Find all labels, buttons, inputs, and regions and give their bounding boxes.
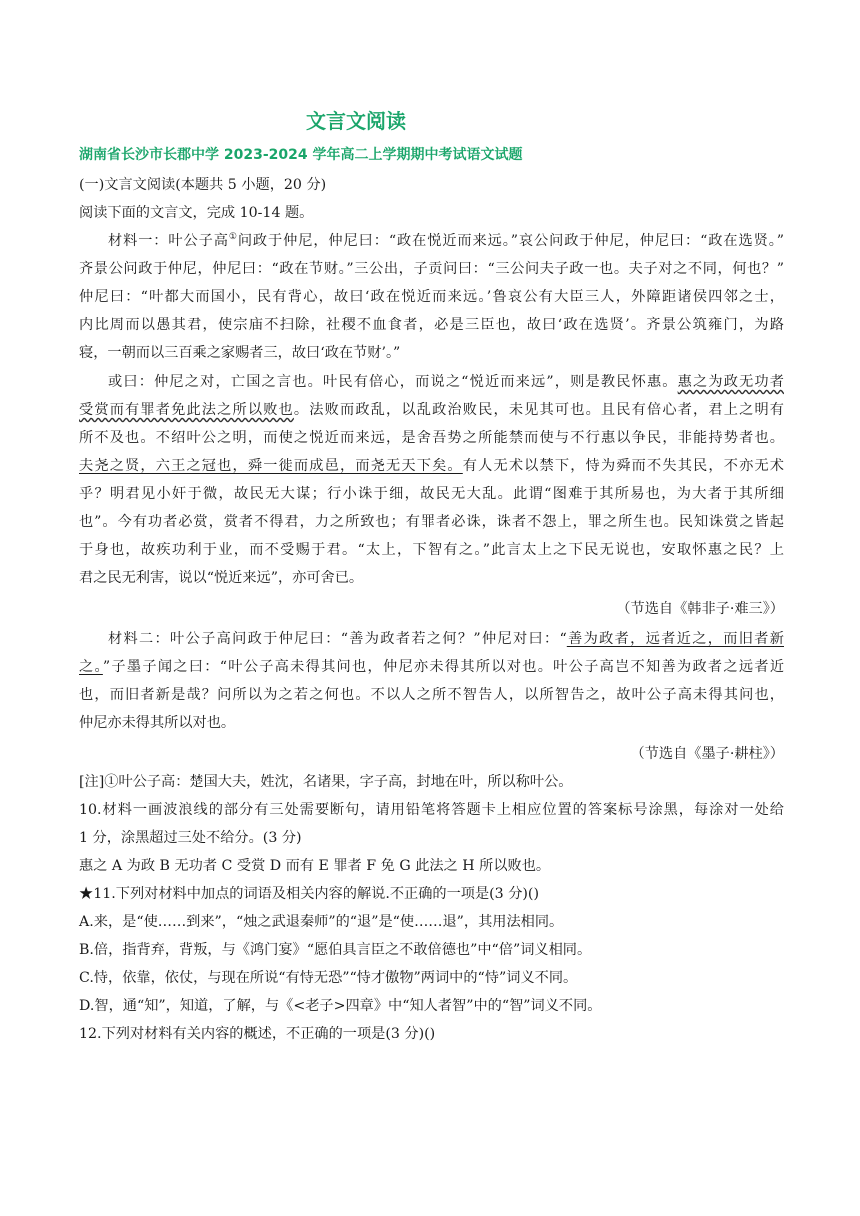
question-12-stem: 12.下列对材料有关内容的概述，不正确的一项是(3 分)(): [79, 1026, 436, 1042]
instruction-text: 阅读下面的文言文，完成 10-14 题。: [79, 205, 314, 221]
page-title: 文言文阅读: [306, 109, 406, 133]
material1-line: 内比周而以愚其君，使宗庙不扫除，社稷不血食者，必是三臣也，故曰‘政在选贤’。齐景公筑雍门，为路: [79, 317, 784, 333]
material1-line: 或曰：仲尼之对，亡国之言也。叶民有倍心，而说之“悦近而来远”，则是教民怀惠。惠之为政无功者: [108, 374, 784, 390]
material2-line: 之。”子墨子闻之曰：“叶公子高未得其问也，仲尼亦未得其所以对也。叶公子高岂不知善为政者之远者近: [79, 659, 785, 675]
question-11-option-d: D.智，通“知”，知道，了解，与《<老子>四章》中“知人者智”中的“智”词义不同。: [79, 998, 602, 1014]
question-11-option-b: B.倍，指背弃，背叛，与《鸿门宴》“愿伯具言臣之不敢倍德也”中“倍”词义相同。: [79, 942, 592, 958]
underlined-sentence: 之。: [79, 659, 103, 675]
material1-line: 所不及也。不绍叶公之明，而使之悦近而来远，是舍吾势之所能禁而使与不行惠以争民，非能持势者也。: [79, 430, 784, 446]
question-11-option-a: A.来，是“使……到来”，“烛之武退秦师”的“退”是“使……退”，其用法相同。: [79, 914, 564, 930]
underlined-sentence: 夫尧之贤，六王之冠也，舜一徙而成邑，而尧无天下矣。: [79, 458, 463, 474]
wavy-underlined-text: 惠之为政无功者: [677, 374, 784, 390]
section-heading: (一)文言文阅读(本题共 5 小题，20 分): [79, 177, 327, 193]
footnote: [注]①叶公子高：楚国大夫，姓沈，名诸果，字子高，封地在叶，所以称叶公。: [79, 774, 573, 790]
material1-line: 于身也，故疾功利于业，而不受赐于君。“太上，下智有之。”此言太上之下民无说也，安取怀惠之民？上: [79, 542, 784, 558]
exam-source-subtitle: 湖南省长沙市长郡中学 2023-2024 学年高二上学期期中考试语文试题: [79, 147, 523, 163]
material1-line: 受赏而有罪者免此法之所以败也。法败而政乱，以乱政治败民，未见其可也。且民有倍心者，君上之明有: [79, 402, 784, 418]
footnote-marker: ①: [228, 232, 238, 242]
question-10-stem: 1 分，涂黑超过三处不给分。(3 分): [79, 830, 302, 846]
underlined-sentence: 善为政者，远者近之，而旧者新: [566, 631, 784, 647]
material2-line: 也，而旧者新是哉？问所以为之若之何也。不以人之所不智告人，以所智告之，故叶公子高未得其问也，: [79, 687, 784, 703]
material1-line: 君之民无利害，说以“悦近来远”，亦可舍已。: [79, 570, 364, 586]
material1-source: （节选自《韩非子·难三》）: [616, 601, 784, 617]
material2-source: （节选自《墨子·耕柱》）: [630, 746, 784, 762]
material1-line: 也”。今有功者必赏，赏者不得君，力之所致也；有罪者必诛，诛者不怨上，罪之所生也。民知诛赏之皆起: [79, 514, 784, 530]
material1-line: 乎？明君见小奸于微，故民无大谋；行小诛于细，故民无大乱。此谓“图难于其所易也，为大者于其所细: [79, 486, 784, 502]
wavy-underlined-text: 受赏而有罪者免此法之所以败也: [79, 402, 294, 418]
material1-line: 材料一：叶公子高①问政于仲尼，仲尼曰：“政在悦近而来远。”哀公问政于仲尼，仲尼曰：“政在选贤。”: [108, 232, 784, 249]
question-10-stem: 10.材料一画波浪线的部分有三处需要断句，请用铅笔将答题卡上相应位置的答案标号涂黑，每涂对一处给: [79, 802, 784, 818]
material2-line: 材料二：叶公子高问政于仲尼曰：“善为政者若之何？”仲尼对曰：“善为政者，远者近之，而旧者新: [108, 631, 784, 647]
material2-line: 仲尼亦未得其所以对也。: [79, 715, 236, 731]
question-11-option-c: C.恃，依靠，依仗，与现在所说“有恃无恐”“恃才傲物”两词中的“恃”词义不同。: [79, 970, 578, 986]
question-10-options: 惠之 A 为政 B 无功者 C 受赏 D 而有 E 罪者 F 免 G 此法之 H 所以败也。: [79, 858, 551, 874]
material1-line: 夫尧之贤，六王之冠也，舜一徙而成邑，而尧无天下矣。有人无术以禁下，恃为舜而不失其民，不亦无术: [79, 458, 784, 474]
question-11-stem: ★11.下列对材料中加点的词语及相关内容的解说.不正确的一项是(3 分)(): [79, 886, 540, 902]
material1-line: 齐景公问政于仲尼，仲尼曰：“政在节财。”三公出，子贡问曰：“三公问夫子政一也。夫子对之不同，何也？”: [79, 261, 784, 277]
material1-line: 仲尼曰：“叶都大而国小，民有背心，故曰‘政在悦近而来远。’鲁哀公有大臣三人，外障距诸侯四邻之士，: [79, 289, 784, 305]
material1-line: 寝，一朝而以三百乘之家赐者三，故曰‘政在节财’。”: [79, 345, 401, 361]
